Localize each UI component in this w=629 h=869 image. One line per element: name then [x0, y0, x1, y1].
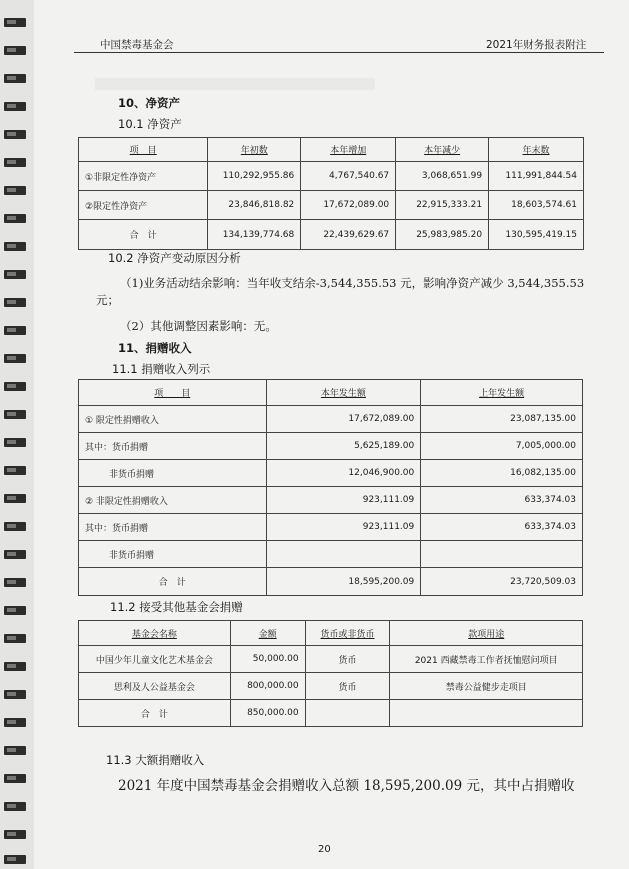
donation-income-table [78, 379, 583, 596]
col-header-label: 项 目 [154, 389, 191, 399]
table-cell: 非货币捐赠 [79, 541, 267, 568]
col-header [305, 621, 390, 646]
binding-ring [4, 606, 26, 615]
col-header-label: 款项用途 [468, 629, 505, 640]
table-cell: 23,087,135.00 [421, 406, 583, 433]
section-11-title: 11、捐赠收入 [118, 341, 192, 355]
col-header [79, 380, 267, 406]
binding-ring [4, 494, 26, 503]
binding-ring [4, 130, 26, 139]
table-cell: 非货币捐赠 [79, 460, 267, 487]
col-header [266, 380, 421, 406]
table-cell: 800,000.00 [230, 673, 305, 700]
binding-ring [4, 410, 26, 419]
table-row [79, 700, 583, 727]
header-org-name: 中国禁毒基金会 [100, 39, 174, 51]
table-row [79, 162, 584, 191]
table-cell: 23,846,818.82 [208, 191, 301, 220]
binding-ring [4, 242, 26, 251]
table-row [79, 646, 583, 673]
table-cell: 合 计 [79, 700, 231, 727]
binding-ring [4, 522, 26, 531]
table-cell: 合 计 [79, 220, 208, 250]
section-10-title: 10、净资产 [118, 96, 181, 110]
binding-ring [4, 326, 26, 335]
binding-ring [4, 382, 26, 391]
col-header [489, 138, 584, 162]
header-divider [74, 52, 604, 53]
col-header-label: 年初数 [240, 146, 268, 156]
table-cell: 25,983,985.20 [396, 220, 489, 250]
table-cell: 923,111.09 [266, 487, 421, 514]
table-cell: 5,625,189.00 [266, 433, 421, 460]
col-header-label: 本年发生额 [320, 389, 366, 399]
table-cell: 货币 [305, 646, 390, 673]
table-cell: ② 非限定性捐赠收入 [79, 487, 267, 514]
binding-ring [4, 466, 26, 475]
table-cell: ②限定性净资产 [79, 191, 208, 220]
col-header [79, 138, 208, 162]
col-header [390, 621, 583, 646]
spiral-binding [0, 0, 34, 869]
binding-ring [4, 718, 26, 727]
binding-ring [4, 634, 26, 643]
col-header [230, 621, 305, 646]
table-cell: 7,005,000.00 [421, 433, 583, 460]
table-cell: 中国少年儿童文化艺术基金会 [79, 646, 231, 673]
section-10-2-title: 10.2 净资产变动原因分析 [108, 251, 241, 265]
table-cell [390, 700, 583, 727]
col-header-label: 项 目 [129, 146, 157, 156]
binding-ring [4, 354, 26, 363]
binding-ring [4, 18, 26, 27]
col-header [79, 621, 231, 646]
table-row [79, 514, 583, 541]
section-11-3-title: 11.3 大额捐赠收入 [106, 753, 205, 767]
table-cell: 禁毒公益健步走项目 [390, 673, 583, 700]
binding-ring [4, 830, 26, 839]
col-header-label: 基金会名称 [131, 629, 177, 640]
table-row [79, 406, 583, 433]
table-cell: 3,068,651.99 [396, 162, 489, 191]
net-assets-table [78, 137, 584, 250]
col-header [396, 138, 489, 162]
table-cell: 货币 [305, 673, 390, 700]
col-header-label: 金额 [258, 629, 277, 640]
table-cell: 18,603,574.61 [489, 191, 584, 220]
col-header-label: 货币或非货币 [320, 629, 375, 640]
foundation-donations-table [78, 620, 583, 727]
table-cell: 合 计 [79, 568, 267, 596]
table-cell: 633,374.03 [421, 487, 583, 514]
table-cell: 23,720,509.03 [421, 568, 583, 596]
table-row [79, 487, 583, 514]
table-cell: 17,672,089.00 [266, 406, 421, 433]
binding-ring [4, 186, 26, 195]
table-cell: 130,595,419.15 [489, 220, 584, 250]
table-row [79, 460, 583, 487]
section-11-1-title: 11.1 捐赠收入列示 [112, 362, 211, 376]
table-cell: 22,915,333.21 [396, 191, 489, 220]
binding-ring [4, 802, 26, 811]
table-cell: 其中：货币捐赠 [79, 433, 267, 460]
table-cell: 12,046,900.00 [266, 460, 421, 487]
binding-ring [4, 578, 26, 587]
binding-ring [4, 158, 26, 167]
table-cell: 850,000.00 [230, 700, 305, 727]
table-cell: 633,374.03 [421, 514, 583, 541]
section-10-1-title: 10.1 净资产 [118, 117, 182, 131]
col-header [421, 380, 583, 406]
table-cell: ① 限定性捐赠收入 [79, 406, 267, 433]
paragraph-3: 2021 年度中国禁毒基金会捐赠收入总额 18,595,200.09 元，其中占捐赠收 [118, 778, 575, 794]
section-11-2-title: 11.2 接受其他基金会捐赠 [110, 600, 243, 614]
table-cell: 18,595,200.09 [266, 568, 421, 596]
table-cell: ①非限定性净资产 [79, 162, 208, 191]
binding-ring [4, 270, 26, 279]
binding-ring [4, 662, 26, 671]
table-cell [305, 700, 390, 727]
col-header-label: 年末数 [522, 146, 550, 156]
binding-ring [4, 855, 26, 864]
binding-ring [4, 438, 26, 447]
table-cell [421, 541, 583, 568]
table-cell [266, 541, 421, 568]
table-row [79, 568, 583, 596]
binding-ring [4, 102, 26, 111]
table-row [79, 433, 583, 460]
paragraph-1-continued: 元； [96, 293, 119, 307]
binding-ring [4, 46, 26, 55]
paragraph-2: （2）其他调整因素影响：无。 [120, 319, 277, 333]
binding-ring [4, 774, 26, 783]
binding-ring [4, 550, 26, 559]
table-row [79, 220, 584, 250]
table-cell: 111,991,844.54 [489, 162, 584, 191]
paragraph-1: （1)业务活动结余影响：当年收支结余-3,544,355.53 元，影响净资产减少 3,544,355.53 [120, 276, 585, 290]
binding-ring [4, 74, 26, 83]
table-cell: 17,672,089.00 [301, 191, 396, 220]
col-header [301, 138, 396, 162]
binding-ring [4, 746, 26, 755]
table-cell: 134,139,774.68 [208, 220, 301, 250]
table-row [79, 673, 583, 700]
table-cell: 4,767,540.67 [301, 162, 396, 191]
col-header [208, 138, 301, 162]
binding-ring [4, 298, 26, 307]
table-cell: 22,439,629.67 [301, 220, 396, 250]
header-report-title: 2021年财务报表附注 [486, 39, 587, 51]
table-cell: 思利及人公益基金会 [79, 673, 231, 700]
table-row [79, 541, 583, 568]
col-header-label: 上年发生额 [479, 389, 525, 399]
table-cell: 110,292,955.86 [208, 162, 301, 191]
table-cell: 923,111.09 [266, 514, 421, 541]
bleed-through-shadow [95, 78, 375, 90]
binding-ring [4, 214, 26, 223]
col-header-label: 本年减少 [424, 146, 461, 156]
table-cell: 其中：货币捐赠 [79, 514, 267, 541]
table-cell: 16,082,135.00 [421, 460, 583, 487]
table-cell: 50,000.00 [230, 646, 305, 673]
binding-ring [4, 690, 26, 699]
table-row [79, 191, 584, 220]
table-cell: 2021 西藏禁毒工作者抚恤慰问项目 [390, 646, 583, 673]
col-header-label: 本年增加 [330, 146, 367, 156]
page-number: 20 [318, 844, 331, 855]
